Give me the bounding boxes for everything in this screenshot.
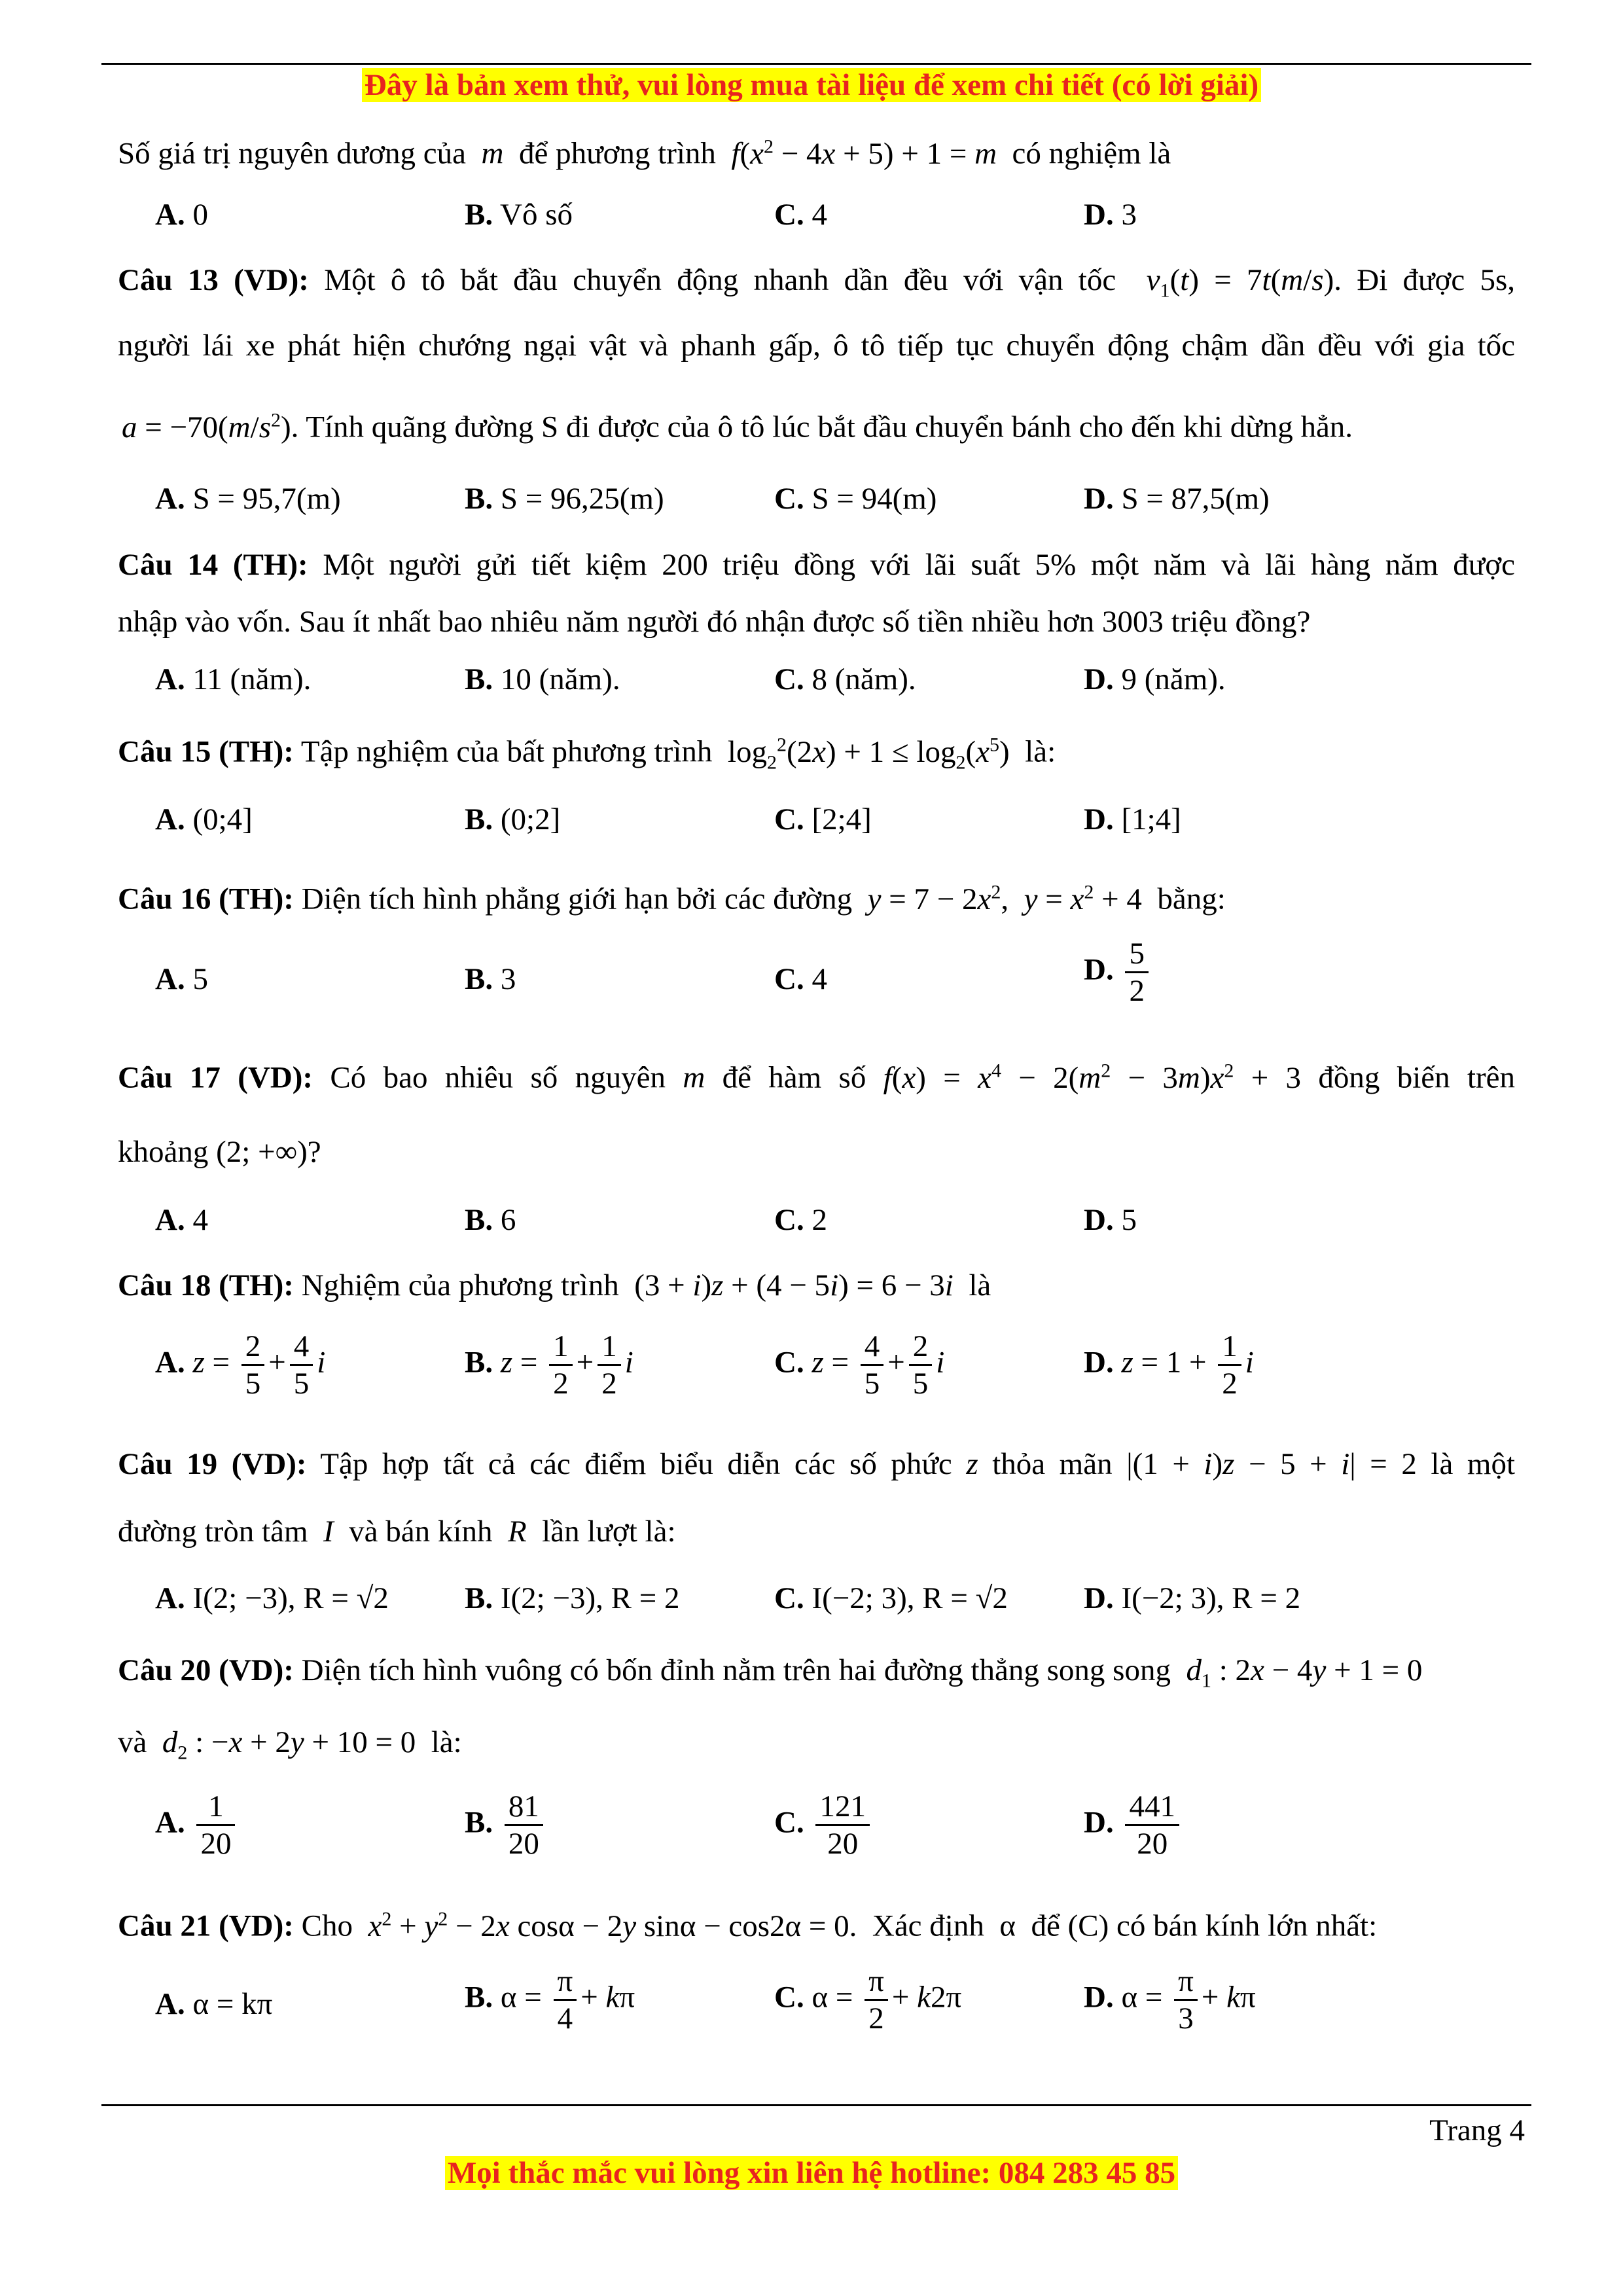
q21-option-c[interactable]: C. α = $\frac{\pi}{2}$ + k2π bbox=[774, 1964, 962, 2036]
q13-option-a[interactable]: A. S = 95,7(m) bbox=[155, 482, 341, 516]
q14-stem-line1: Câu 14 (TH): Một người gửi tiết kiệm 200 triệu đồng với lãi suất 5% một năm và lãi hàng năm được bbox=[118, 548, 1515, 582]
math-z: z bbox=[966, 1447, 978, 1481]
q20-stem-line2: và $d_2$ : −x + 2y + 10 = 0 là: bbox=[118, 1725, 462, 1764]
q18-stem: Câu 18 (TH): Nghiệm của phương trình (3 + i)z + (4 − 5i) = 6 − 3i là bbox=[118, 1268, 991, 1302]
q21-option-d[interactable]: D. α = $\frac{\pi}{3}$ + kπ bbox=[1084, 1964, 1256, 2036]
q20-option-b[interactable]: B. $\frac{81}{20}$ bbox=[465, 1789, 547, 1861]
q19-option-a[interactable]: A. I(2; −3), R = √2 bbox=[155, 1581, 389, 1615]
fraction: $\frac{5}{2}$ bbox=[1125, 936, 1149, 1009]
q13-option-d[interactable]: D. S = 87,5(m) bbox=[1084, 482, 1270, 516]
q16-option-b[interactable]: B. 3 bbox=[465, 962, 516, 996]
q16-stem: Câu 16 (TH): Diện tích hình phẳng giới hạn bởi các đường $y = 7 - 2x^2$, $y = x^2 + 4$ bằng: bbox=[118, 881, 1226, 916]
math-m: m bbox=[473, 136, 512, 171]
q18-option-d[interactable]: D. z = 1 + $\frac{1}{2}$ i bbox=[1084, 1329, 1254, 1401]
q15-option-b[interactable]: B. (0;2] bbox=[465, 802, 561, 836]
q17-option-b[interactable]: B. 6 bbox=[465, 1203, 516, 1237]
q18-option-c[interactable]: C. z = $\frac{4}{5}$ + $\frac{2}{5}$ i bbox=[774, 1329, 945, 1401]
q13-option-c[interactable]: C. S = 94(m) bbox=[774, 482, 937, 516]
q12-option-a[interactable]: A. 0 bbox=[155, 198, 208, 232]
q17-option-d[interactable]: D. 5 bbox=[1084, 1203, 1137, 1237]
math-modulus: |(1 + i)z − 5 + i| = 2 bbox=[1126, 1447, 1417, 1481]
math-inequality: $\log_2^2(2x) + 1 \le \log_2(x^5)$ bbox=[720, 734, 1018, 774]
q13-stem-line3: $a = -70(m/s^2)$. Tính quãng đường S đi được của ô tô lúc bắt đầu chuyển bánh cho đến khi dừng hẳn. bbox=[122, 409, 1353, 444]
q19-option-b[interactable]: B. I(2; −3), R = 2 bbox=[465, 1581, 680, 1615]
q17-stem-line1: Câu 17 (VD): Có bao nhiêu số nguyên m để hàm số $f(x) = x^4 - 2(m^2 - 3m)x^2 + 3$ đồng biến trên bbox=[118, 1060, 1516, 1095]
q20-option-d[interactable]: D. $\frac{441}{20}$ bbox=[1084, 1789, 1183, 1861]
q13-option-b[interactable]: B. S = 96,25(m) bbox=[465, 482, 664, 516]
q12-option-d[interactable]: D. 3 bbox=[1084, 198, 1137, 232]
math-line-d2: $d_2$ : −x + 2y + 10 = 0 bbox=[162, 1725, 423, 1764]
math-curves: $y = 7 - 2x^2$, $y = x^2 + 4$ bbox=[867, 881, 1150, 916]
q19-option-d[interactable]: D. I(−2; 3), R = 2 bbox=[1084, 1581, 1301, 1615]
q21-option-a[interactable]: A. α = kπ bbox=[155, 1987, 273, 2021]
bottom-rule bbox=[101, 2104, 1531, 2106]
q12-option-b[interactable]: B. Vô số bbox=[465, 198, 573, 232]
math-interval: (2; +∞)? bbox=[216, 1135, 321, 1169]
q17-stem-line2: khoảng (2; +∞)? bbox=[118, 1135, 321, 1169]
q20-option-c[interactable]: C. $\frac{121}{20}$ bbox=[774, 1789, 874, 1861]
math-complex-equation: (3 + i)z + (4 − 5i) = 6 − 3i bbox=[626, 1268, 954, 1302]
q16-option-c[interactable]: C. 4 bbox=[774, 962, 827, 996]
q15-option-d[interactable]: D. [1;4] bbox=[1084, 802, 1181, 836]
q19-stem-line2: đường tròn tâm I và bán kính R lần lượt là: bbox=[118, 1515, 676, 1549]
math-circle-equation: $x^2 + y^2 - 2x$ cosα − 2y sinα − cos2α = 0. bbox=[368, 1908, 865, 1943]
q15-option-a[interactable]: A. (0;4] bbox=[155, 802, 253, 836]
math-function: $f(x) = x^4 - 2(m^2 - 3m)x^2 + 3$ bbox=[883, 1060, 1302, 1095]
q20-option-a[interactable]: A. $\frac{1}{20}$ bbox=[155, 1789, 239, 1861]
q12-stem: Số giá trị nguyên dương của m để phương trình $f(x^2 - 4x + 5) + 1 = m$ có nghiệm là bbox=[118, 135, 1171, 171]
q16-option-d[interactable]: D. $\frac{5}{2}$ bbox=[1084, 936, 1152, 1009]
q15-option-c[interactable]: C. [2;4] bbox=[774, 802, 872, 836]
q17-option-c[interactable]: C. 2 bbox=[774, 1203, 827, 1237]
q16-option-a[interactable]: A. 5 bbox=[155, 962, 208, 996]
q21-stem: Câu 21 (VD): Cho $x^2 + y^2 - 2x$ cosα − 2y sinα − cos2α = 0. Xác định α để (C) có bán kính lớn nhất: bbox=[118, 1908, 1378, 1943]
q14-option-a[interactable]: A. 11 (năm). bbox=[155, 662, 312, 696]
math-m: m bbox=[683, 1060, 705, 1095]
q14-option-b[interactable]: B. 10 (năm). bbox=[465, 662, 620, 696]
q18-option-b[interactable]: B. z = $\frac{1}{2}$ + $\frac{1}{2}$ i bbox=[465, 1329, 633, 1401]
hotline-banner: Mọi thắc mắc vui lòng xin liên hệ hotline: 084 283 45 85 bbox=[0, 2153, 1623, 2193]
math-line-d1: $d_1$ : 2x − 4y + 1 = 0 bbox=[1186, 1653, 1423, 1692]
preview-banner: Đây là bản xem thử, vui lòng mua tài liệu để xem chi tiết (có lời giải) bbox=[0, 65, 1623, 105]
q21-option-b[interactable]: B. α = $\frac{\pi}{4}$ + kπ bbox=[465, 1964, 635, 2036]
top-rule bbox=[101, 63, 1531, 65]
math-acceleration: $a = -70(m/s^2)$ bbox=[122, 409, 291, 444]
q14-stem-line2: nhập vào vốn. Sau ít nhất bao nhiêu năm người đó nhận được số tiền nhiều hơn 3003 triệu đồng? bbox=[118, 605, 1311, 639]
q14-option-c[interactable]: C. 8 (năm). bbox=[774, 662, 916, 696]
math-velocity: $v_1(t) = 7t(m/s)$ bbox=[1146, 263, 1334, 302]
q17-option-a[interactable]: A. 4 bbox=[155, 1203, 208, 1237]
q13-stem-line2: người lái xe phát hiện chướng ngại vật và phanh gấp, ô tô tiếp tục chuyển động chậm dần đều với gia tốc bbox=[118, 329, 1515, 363]
q19-stem-line1: Câu 19 (VD): Tập hợp tất cả các điểm biểu diễn các số phức z thỏa mãn |(1 + i)z − 5 + i| = 2 là một bbox=[118, 1447, 1516, 1481]
q20-stem-line1: Câu 20 (VD): Diện tích hình vuông có bốn đỉnh nằm trên hai đường thẳng song song $d_1$ : 2x − 4y + 1 = 0 bbox=[118, 1653, 1423, 1692]
q15-stem: Câu 15 (TH): Tập nghiệm của bất phương trình $\log_2^2(2x) + 1 \le \log_2(x^5)$ là: bbox=[118, 734, 1056, 774]
q18-option-a[interactable]: A. z = $\frac{2}{5}$ + $\frac{4}{5}$ i bbox=[155, 1329, 326, 1401]
q13-stem-line1: Câu 13 (VD): Một ô tô bắt đầu chuyển động nhanh dần đều với vận tốc $v_1(t) = 7t(m/s)$. Đi được 5s, bbox=[118, 263, 1516, 302]
q12-option-c[interactable]: C. 4 bbox=[774, 198, 827, 232]
q19-option-c[interactable]: C. I(−2; 3), R = √2 bbox=[774, 1581, 1008, 1615]
q14-option-d[interactable]: D. 9 (năm). bbox=[1084, 662, 1226, 696]
page-number: Trang 4 bbox=[1429, 2113, 1525, 2147]
math-equation: f bbox=[723, 136, 740, 171]
